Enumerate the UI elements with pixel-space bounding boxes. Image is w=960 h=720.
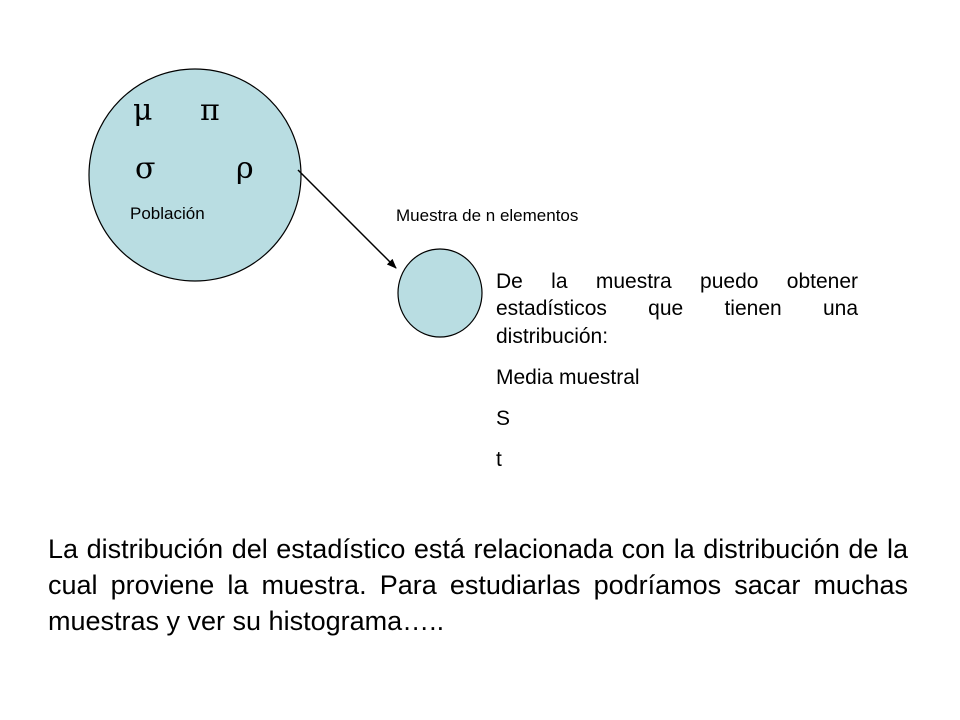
mu-symbol: μ: [133, 93, 153, 128]
statistic-item-mean: Media muestral: [496, 365, 640, 389]
population-label: Población: [130, 204, 205, 223]
statistics-block: [496, 268, 858, 488]
pi-symbol: π: [200, 93, 220, 128]
rho-symbol: ρ: [236, 151, 254, 186]
population-circle: [89, 69, 301, 281]
sample-title: Muestra de n elementos: [396, 206, 579, 225]
statistic-item-t: t: [496, 448, 502, 472]
sample-circle: [398, 249, 482, 337]
sampling-arrow: [298, 170, 396, 268]
statistics-intro: De la muestra puedo obtener estadísticos que tienen una distribución:: [496, 270, 858, 348]
statistic-item-s: S: [496, 407, 511, 431]
conclusion-text: La distribución del estadístico está relacionada con la distribución de la cual proviene la muestra. Para estudiarlas podríamos sacar muchas muestras y ver su histograma…..: [48, 534, 908, 636]
sigma-symbol: σ: [135, 151, 156, 186]
